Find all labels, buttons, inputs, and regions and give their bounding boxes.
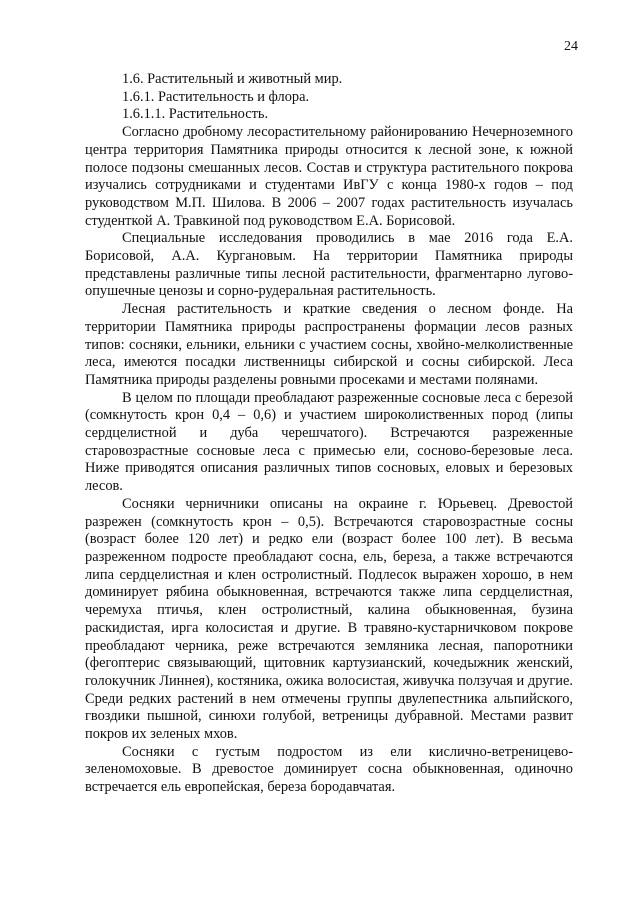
subsection-heading: 1.6.1. Растительность и флора. bbox=[122, 88, 310, 105]
paragraph: В целом по площади преобладают разреженные сосновые леса с березой (сомкнутость крон 0,4 – 0,6) и участием широколиственных пород (липы сердцелистной и дуба черешчатого). Встречаются разреженные старовозрастные сосновые леса с примесью ели, сосново-березовые леса. Ниже приводятся описания различных типов сосновых, еловых и березовых лесов. bbox=[85, 389, 573, 495]
paragraph: Сосняки с густым подростом из ели кислично-ветреницево-зеленомоховые. В древостое доминирует сосна обыкновенная, одиночно встречается ель европейская, береза бородавчатая. bbox=[85, 743, 573, 796]
subsubsection-heading: 1.6.1.1. Растительность. bbox=[122, 106, 269, 123]
page-number: 24 bbox=[564, 39, 578, 54]
paragraph: Лесная растительность и краткие сведения о лесном фонде. На территории Памятника природы распространены формации лесов разных типов: сосняки, ельники, ельники с участием сосны, хвойно-мелколиственные леса, имеются посадки лиственницы сибирской и сосны сибирской. Леса Памятника природы разделены ровными просеками и местами полянами. bbox=[85, 301, 573, 388]
paragraph: Сосняки черничники описаны на окраине г. Юрьевец. Древостой разрежен (сомкнутость крон – 0,5). Встречаются старовозрастные сосны (возраст более 120 лет) и редко ели (возраст более 100 лет). В весьма разреженном подросте преобладают сосна, ель, береза, а также встречаются липа сердцелистная и клен остролистный. Подлесок выражен хорошо, в нем доминирует рябина обыкновенная, встречаются также липа сердцелистная, черемуха птичья, клен остролистный, калина обыкновенная, бузина раскидистая, ирга колосистая и другие. В травяно-кустарничковом покрове преобладают черника, реже встречаются земляника лесная, папоротники (фегоптерис связывающий, щитовник картузианский, кочедыжник женский, голокучник Линнея), костяника, ожика волосистая, живучка ползучая и другие. Среди редких растений в нем отмечены группы двулепестника альпийского, гвоздики пышной, синюхи голубой, ветреницы дубравной. Местами развит покров их зеленых мхов. bbox=[85, 495, 573, 743]
document-body bbox=[85, 71, 573, 797]
paragraph: Специальные исследования проводились в мае 2016 года Е.А. Борисовой, А.А. Кургановым. На территории Памятника природы представлены различные типы лесной растительности, фрагментарно лугово-опушечные ценозы и сорно-рудеральная растительность. bbox=[85, 230, 573, 300]
section-heading: 1.6. Растительный и животный мир. bbox=[122, 71, 343, 87]
paragraph: Согласно дробному лесорастительному районированию Нечерноземного центра территория Памятника природы относится к лесной зоне, к южной полосе подзоны смешанных лесов. Состав и структура растительного покрова изучались сотрудниками и студентами ИвГУ с конца 1980-х годов – под руководством М.П. Шилова. В 2006 – 2007 годах растительность изучалась студенткой А. Травкиной под руководством Е.А. Борисовой. bbox=[85, 124, 573, 229]
